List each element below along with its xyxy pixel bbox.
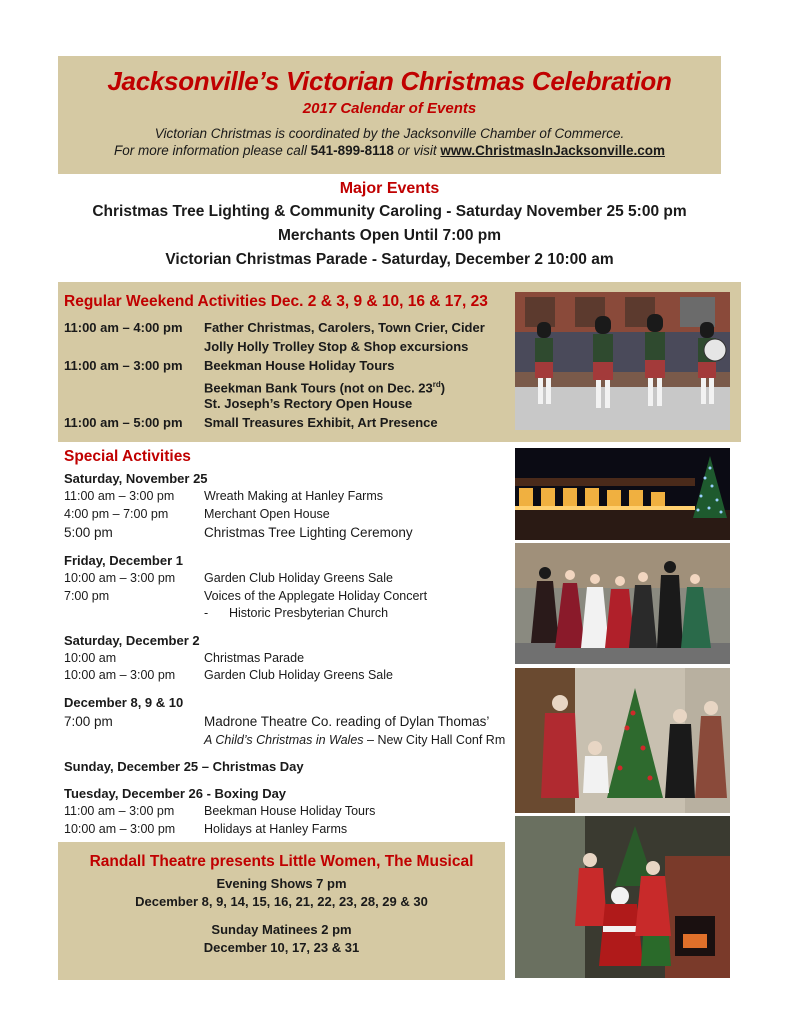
day-date: Saturday, November 25 bbox=[64, 471, 208, 486]
weekend-row bbox=[64, 375, 485, 394]
activity-event: Madrone Theatre Co. reading of Dylan Thomas’ bbox=[204, 713, 490, 729]
weekend-event-tail: ) bbox=[440, 380, 446, 396]
weekend-event: St. Joseph’s Rectory Open House bbox=[204, 396, 413, 411]
special-heading: Special Activities bbox=[64, 448, 191, 465]
theatre-section bbox=[58, 842, 505, 980]
website-link[interactable]: www.ChristmasInJacksonville.com bbox=[440, 143, 666, 158]
day-date: Tuesday, December 26 - Boxing Day bbox=[64, 786, 287, 801]
activity-row bbox=[64, 570, 514, 588]
matinee-dates: December 10, 17, 23 & 31 bbox=[203, 940, 360, 955]
activity-time: 7:00 pm bbox=[64, 713, 113, 729]
weekend-event-text: Beekman Bank Tours (not on Dec. 23 bbox=[204, 380, 433, 396]
activity-time bbox=[64, 732, 204, 750]
day-date: Friday, December 1 bbox=[64, 553, 183, 568]
activity-row bbox=[64, 803, 514, 821]
activity-row bbox=[64, 821, 514, 839]
activity-event: Christmas Parade bbox=[204, 650, 305, 665]
weekend-time: 11:00 am – 5:00 pm bbox=[64, 415, 183, 430]
weekend-row bbox=[64, 318, 485, 337]
weekend-time: 11:00 am – 4:00 pm bbox=[64, 320, 183, 335]
activity-time bbox=[64, 605, 204, 623]
activity-time: 11:00 am – 3:00 pm bbox=[64, 804, 175, 818]
major-event-3: Victorian Christmas Parade - Saturday, December 2 10:00 am bbox=[165, 251, 614, 268]
weekend-row bbox=[64, 337, 485, 356]
weekend-row bbox=[64, 356, 485, 375]
weekend-event: Father Christmas, Carolers, Town Crier, Cider bbox=[204, 320, 485, 335]
coordinator-note: Victorian Christmas is coordinated by the Jacksonville Chamber of Commerce. bbox=[154, 126, 625, 141]
activity-event: Garden Club Holiday Greens Sale bbox=[204, 571, 393, 585]
major-events bbox=[58, 180, 721, 269]
activity-time: 7:00 pm bbox=[64, 588, 110, 603]
activity-row bbox=[64, 732, 514, 750]
reading-photo bbox=[515, 668, 730, 813]
page-title: Jacksonville’s Victorian Christmas Celebration bbox=[107, 66, 672, 96]
contact-line bbox=[58, 143, 721, 158]
activity-time: 5:00 pm bbox=[64, 525, 113, 540]
activity-event: Holidays at Hanley Farms bbox=[204, 821, 348, 836]
activity-event: Wreath Making at Hanley Farms bbox=[204, 489, 383, 503]
activity-time: 10:00 am bbox=[64, 650, 117, 665]
special-activities bbox=[64, 448, 514, 846]
weekend-time: 11:00 am – 3:00 pm bbox=[64, 358, 183, 373]
activity-row bbox=[64, 506, 514, 524]
activity-time: 10:00 am – 3:00 pm bbox=[64, 571, 176, 585]
activity-event: Beekman House Holiday Tours bbox=[204, 804, 376, 818]
major-event-1: Christmas Tree Lighting & Community Caroling - Saturday November 25 5:00 pm bbox=[92, 203, 687, 220]
phone-number: 541-899-8118 bbox=[310, 143, 394, 158]
activity-row bbox=[64, 667, 514, 685]
day-date: Sunday, December 25 – Christmas Day bbox=[64, 759, 304, 774]
major-event-2: Merchants Open Until 7:00 pm bbox=[277, 227, 502, 244]
activity-time: 11:00 am – 3:00 pm bbox=[64, 489, 175, 503]
activity-time: 10:00 am – 3:00 pm bbox=[64, 668, 176, 682]
activity-event: Garden Club Holiday Greens Sale bbox=[204, 668, 393, 682]
weekend-time bbox=[64, 337, 204, 356]
night-street-photo bbox=[515, 448, 730, 540]
contact-mid: or visit bbox=[393, 143, 441, 158]
weekend-event: Beekman House Holiday Tours bbox=[204, 358, 395, 373]
header-banner bbox=[58, 56, 721, 174]
weekend-event: Jolly Holly Trolley Stop & Shop excursions bbox=[204, 339, 469, 354]
activity-event: Merchant Open House bbox=[204, 506, 330, 521]
activity-event: Voices of the Applegate Holiday Concert bbox=[204, 588, 428, 603]
day-block bbox=[64, 757, 514, 776]
weekend-time bbox=[64, 375, 204, 394]
activity-event: Christmas Tree Lighting Ceremony bbox=[204, 525, 413, 540]
activity-row bbox=[64, 488, 514, 506]
evening-shows-dates: December 8, 9, 14, 15, 16, 21, 22, 23, 28, 29 & 30 bbox=[135, 894, 428, 909]
weekend-heading: Regular Weekend Activities Dec. 2 & 3, 9 & 10, 16 & 17, 23 bbox=[64, 293, 488, 310]
activity-row bbox=[64, 605, 514, 623]
bagpipers-photo bbox=[515, 292, 730, 430]
day-block bbox=[64, 551, 514, 623]
contact-prefix: For more information please call bbox=[113, 143, 311, 158]
activity-row bbox=[64, 712, 514, 732]
activity-row bbox=[64, 523, 514, 543]
weekend-row bbox=[64, 413, 485, 432]
santa-elves-photo bbox=[515, 816, 730, 978]
weekend-time bbox=[64, 394, 204, 413]
carolers-photo bbox=[515, 543, 730, 664]
activity-event: - Historic Presbyterian Church bbox=[204, 606, 389, 620]
day-block bbox=[64, 693, 514, 750]
activity-event-title: A Child’s Christmas in Wales bbox=[204, 732, 364, 747]
day-block bbox=[64, 784, 514, 838]
day-date: Saturday, December 2 bbox=[64, 632, 200, 648]
activity-event-location: – New City Hall Conf Rm bbox=[363, 732, 506, 747]
weekend-event: Small Treasures Exhibit, Art Presence bbox=[204, 415, 438, 430]
day-block bbox=[64, 631, 514, 685]
day-date: December 8, 9 & 10 bbox=[64, 694, 184, 710]
matinee-label: Sunday Matinees 2 pm bbox=[211, 922, 352, 937]
activity-event bbox=[204, 732, 505, 750]
theatre-heading: Randall Theatre presents Little Women, The Musical bbox=[89, 853, 474, 870]
activity-row bbox=[64, 650, 514, 668]
evening-shows-label: Evening Shows 7 pm bbox=[216, 876, 347, 891]
weekend-event bbox=[204, 375, 445, 394]
weekend-row bbox=[64, 394, 485, 413]
activity-row bbox=[64, 588, 514, 606]
activity-time: 4:00 pm – 7:00 pm bbox=[64, 506, 169, 521]
activity-time: 10:00 am – 3:00 pm bbox=[64, 821, 176, 836]
page-subtitle: 2017 Calendar of Events bbox=[302, 100, 477, 117]
day-block bbox=[64, 469, 514, 543]
ordinal-suffix: rd bbox=[432, 380, 441, 389]
major-events-heading: Major Events bbox=[339, 180, 440, 197]
